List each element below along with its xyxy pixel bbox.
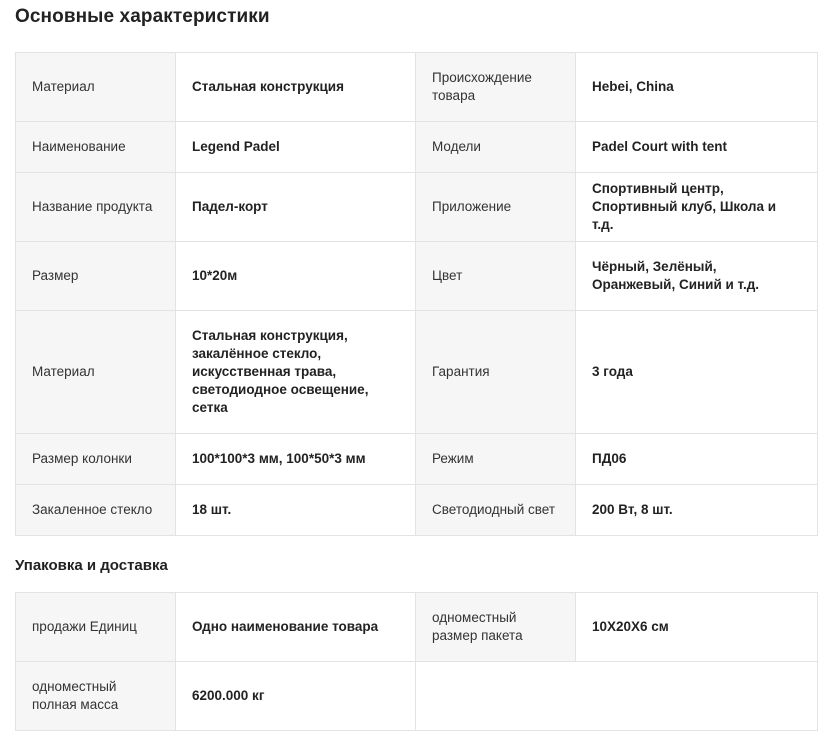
spec-key: Наименование: [16, 122, 176, 173]
spec-key: Размер: [16, 242, 176, 311]
table-row: [16, 173, 818, 242]
spec-key: Размер колонки: [16, 434, 176, 485]
table-row: [16, 53, 818, 122]
table-row: [16, 662, 818, 731]
table-row: [16, 593, 818, 662]
table-row: [16, 311, 818, 434]
table-row: [16, 242, 818, 311]
spec-key: Закаленное стекло: [16, 485, 176, 536]
spec-value: 3 года: [576, 311, 818, 434]
spec-value: 18 шт.: [176, 485, 416, 536]
spec-key: Светодиодный свет: [416, 485, 576, 536]
spec-value: 100*100*3 мм, 100*50*3 мм: [176, 434, 416, 485]
spec-key: одноместный размер пакета: [416, 593, 576, 662]
spec-key: Материал: [16, 53, 176, 122]
spec-value: Hebei, China: [576, 53, 818, 122]
spec-value: 6200.000 кг: [176, 662, 416, 731]
spec-value: Одно наименование товара: [176, 593, 416, 662]
spec-value: 200 Вт, 8 шт.: [576, 485, 818, 536]
spec-key: Цвет: [416, 242, 576, 311]
spec-value: 10*20м: [176, 242, 416, 311]
spec-value: 10X20X6 см: [576, 593, 818, 662]
table-row: [16, 434, 818, 485]
spec-value: Padel Court with tent: [576, 122, 818, 173]
table-row: [16, 122, 818, 173]
spec-value: Чёрный, Зелёный, Оранжевый, Синий и т.д.: [576, 242, 818, 311]
table-row: [16, 485, 818, 536]
empty-cell: [416, 662, 818, 731]
packaging-title: Упаковка и доставка: [15, 557, 168, 574]
spec-key: Гарантия: [416, 311, 576, 434]
spec-key: Режим: [416, 434, 576, 485]
packaging-table: [15, 592, 818, 731]
spec-key: Приложение: [416, 173, 576, 242]
spec-key: Происхождение товара: [416, 53, 576, 122]
spec-key: Модели: [416, 122, 576, 173]
spec-key: Название продукта: [16, 173, 176, 242]
main-specs-title: Основные характеристики: [15, 6, 270, 27]
spec-key: одноместный полная масса: [16, 662, 176, 731]
spec-value: ПД06: [576, 434, 818, 485]
spec-value: Legend Padel: [176, 122, 416, 173]
spec-value: Падел-корт: [176, 173, 416, 242]
spec-value: Стальная конструкция: [176, 53, 416, 122]
main-specs-table: [15, 52, 818, 536]
spec-key: Материал: [16, 311, 176, 434]
spec-value: Стальная конструкция, закалённое стекло, искусственная трава, светодиодное освещение, сетка: [176, 311, 416, 434]
spec-value: Спортивный центр, Спортивный клуб, Школа и т.д.: [576, 173, 818, 242]
spec-key: продажи Единиц: [16, 593, 176, 662]
